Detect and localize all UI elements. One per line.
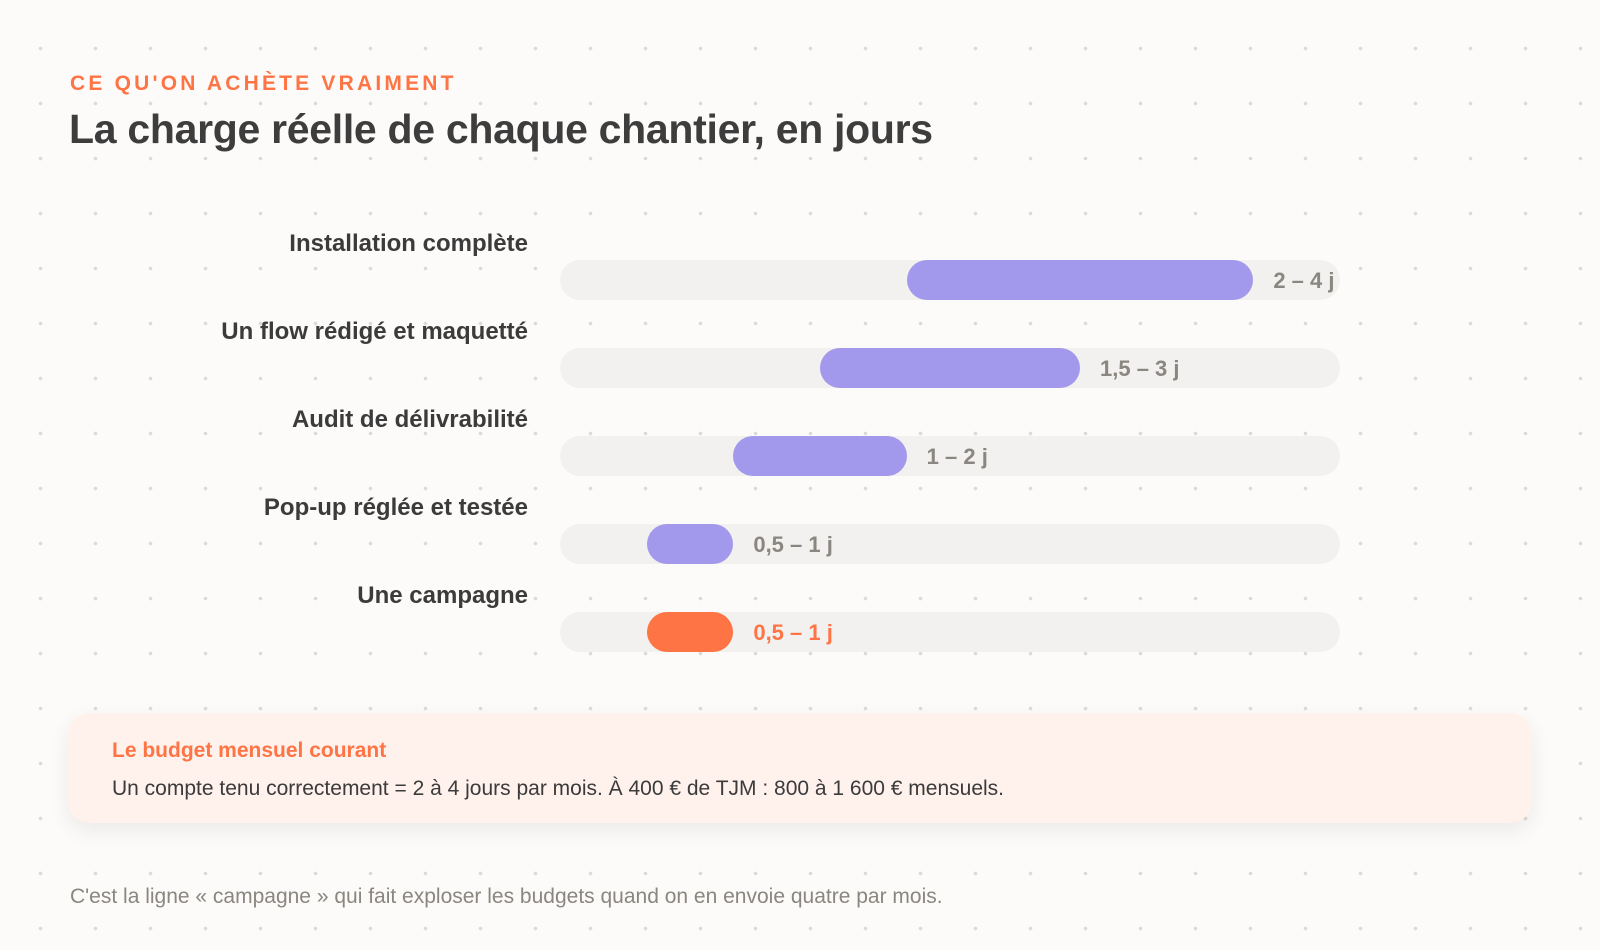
category-label: Pop-up réglée et testée	[263, 494, 528, 521]
eyebrow-label: CE QU'ON ACHÈTE VRAIMENT	[70, 72, 457, 95]
footnote: C'est la ligne « campagne » qui fait exploser les budgets quand on en envoie quatre par mois.	[70, 885, 943, 908]
callout-title: Le budget mensuel courant	[112, 739, 387, 762]
budget-callout	[68, 713, 1532, 823]
chart-row	[0, 582, 1600, 645]
range-bar	[907, 260, 1254, 300]
value-label: 2 – 4 j	[1273, 268, 1335, 293]
chart-row	[0, 406, 1600, 469]
value-label: 0,5 – 1 j	[753, 620, 833, 645]
range-bar-chart	[0, 230, 1600, 670]
callout-text: Un compte tenu correctement = 2 à 4 jours par mois. À 400 € de TJM : 800 à 1 600 € mensuels.	[112, 777, 1005, 800]
category-label: Installation complète	[289, 230, 528, 257]
range-bar	[647, 524, 734, 564]
value-label: 1 – 2 j	[926, 444, 988, 469]
chart-row	[0, 230, 1600, 293]
chart-row	[0, 494, 1600, 557]
value-label: 1,5 – 3 j	[1100, 356, 1180, 381]
range-bar	[647, 612, 734, 652]
value-label: 0,5 – 1 j	[753, 532, 833, 557]
chart-row	[0, 318, 1600, 381]
range-bar	[820, 348, 1080, 388]
category-label: Un flow rédigé et maquetté	[221, 318, 528, 345]
category-label: Audit de délivrabilité	[291, 406, 528, 433]
range-bar	[733, 436, 906, 476]
category-label: Une campagne	[357, 582, 528, 609]
page-title: La charge réelle de chaque chantier, en jours	[69, 106, 933, 152]
